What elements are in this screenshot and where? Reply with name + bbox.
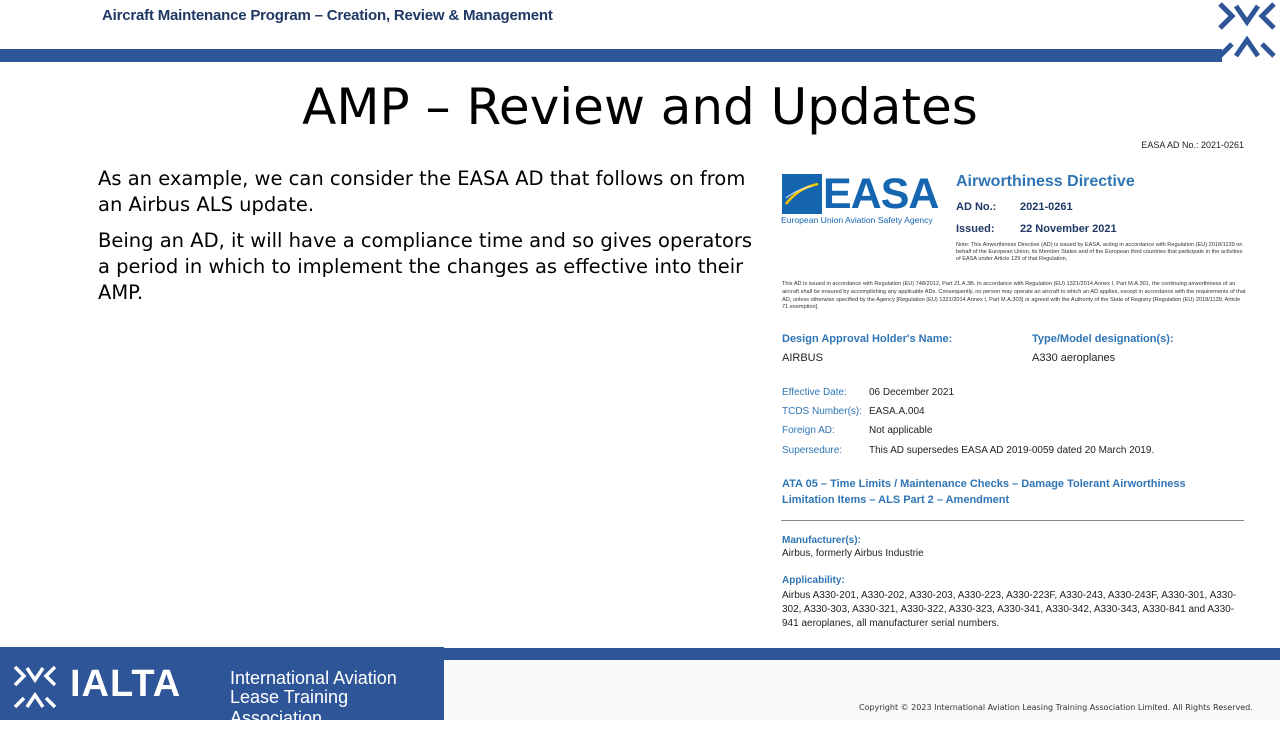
type-model-value: A330 aeroplanes [1032,352,1116,364]
ad-number-value: 2021-0261 [1020,201,1073,213]
top-banner-bar [0,49,1222,62]
section-divider [781,520,1244,521]
ad-note: Note: This Airworthiness Directive (AD) is issued by EASA, acting in accordance with Regulation (EU) 2018/1139 on behalf of the European Union, its Member States and of the European third countries that participate in the activities of EASA under Article 129 of that Regulation. [956,242,1243,263]
ata-subject-line-2: Limitation Items – ALS Part 2 – Amendment [782,494,1010,506]
ad-heading: Airworthiness Directive [956,173,1135,190]
ialta-mark-icon [12,665,58,709]
manufacturer-value: Airbus, formerly Airbus Industrie [782,548,924,559]
applicability-label: Applicability: [782,575,845,586]
body-paragraph-2: Being an AD, it will have a compliance time and so gives operators a period in which to implement the changes as effective into their AMP. [98,229,753,304]
slide-title: AMP – Review and Updates [302,78,978,136]
easa-logo-subtitle: European Union Aviation Safety Agency [781,215,933,225]
type-model-label: Type/Model designation(s): [1032,333,1174,345]
foreign-ad-value: Not applicable [869,425,933,436]
copyright-notice: Copyright © 2023 International Aviation Leasing Training Association Limited. All Rights Reserved. [859,703,1253,712]
ad-number-label: AD No.: [956,201,997,213]
bottom-banner-bar [443,648,1280,660]
issued-value: 22 November 2021 [1020,223,1117,235]
ata-subject [782,476,1242,508]
slide-body [98,166,763,316]
footer-brand: IALTA [70,663,182,705]
foreign-ad-label: Foreign AD: [782,425,835,436]
ialta-mark-icon [1214,0,1280,62]
footer-brand-line-2: Lease Training Association [230,687,349,728]
ad-number-row [956,201,1073,213]
issued-row [956,223,1117,235]
footer-brand-line-1: International Aviation [230,668,397,688]
manufacturer-label: Manufacturer(s): [782,535,861,546]
eu-flag-icon [782,174,822,214]
footer-logo [0,647,444,728]
applicability-value: Airbus A330-201, A330-202, A330-203, A330-223, A330-223F, A330-243, A330-243F, A330-301, A330-302, A330-303, A330-321, A330-322, A330-323, A330-341, A330-342, A330-343, A330-841 and A330-941 aeroplanes, all manufacturer serial numbers. [782,590,1237,629]
body-paragraph-1: As an example, we can consider the EASA AD that follows on from an Airbus ALS update. [98,167,746,216]
header-title: Aircraft Maintenance Program – Creation, Review & Management [102,7,553,24]
ata-subject-line-1: ATA 05 – Time Limits / Maintenance Checks – Damage Tolerant Airworthiness [782,478,1186,490]
effective-date-value: 06 December 2021 [869,387,955,398]
tcds-value: EASA.A.004 [869,406,925,417]
supersedure-label: Supersedure: [782,445,843,456]
tcds-label: TCDS Number(s): [782,406,863,417]
easa-logo-word: EASA [823,170,939,218]
supersedure-value: This AD supersedes EASA AD 2019-0059 dated 20 March 2019. [869,445,1155,456]
easa-ad-document-image [770,134,1260,634]
dah-label: Design Approval Holder's Name: [782,333,953,345]
easa-logo [781,170,939,229]
effective-date-label: Effective Date: [782,387,847,398]
dah-value: AIRBUS [782,352,823,364]
issued-label: Issued: [956,223,995,235]
doc-ad-number-top: EASA AD No.: 2021-0261 [1141,140,1244,150]
ad-legal-text: This AD is issued in accordance with Regulation (EU) 748/2012, Part 21.A.3B. In accordance with Regulation (EU) 1321/2014 Annex I, Part M.A.301, the continuing airworthiness of an aircraft shall be ensured by accomplishing any applicable ADs. Consequently, no person may operate an aircraft to which an AD applies, except in accordance with the requirements of that AD, unless otherwise specified by the Agency [Regulation (EU) 1321/2014 Annex I, Part M.A.303] or agreed with the Authority of the State of Registry [Regulation (EU) 2018/1139, Article 71 exemption]. [782,281,1246,311]
